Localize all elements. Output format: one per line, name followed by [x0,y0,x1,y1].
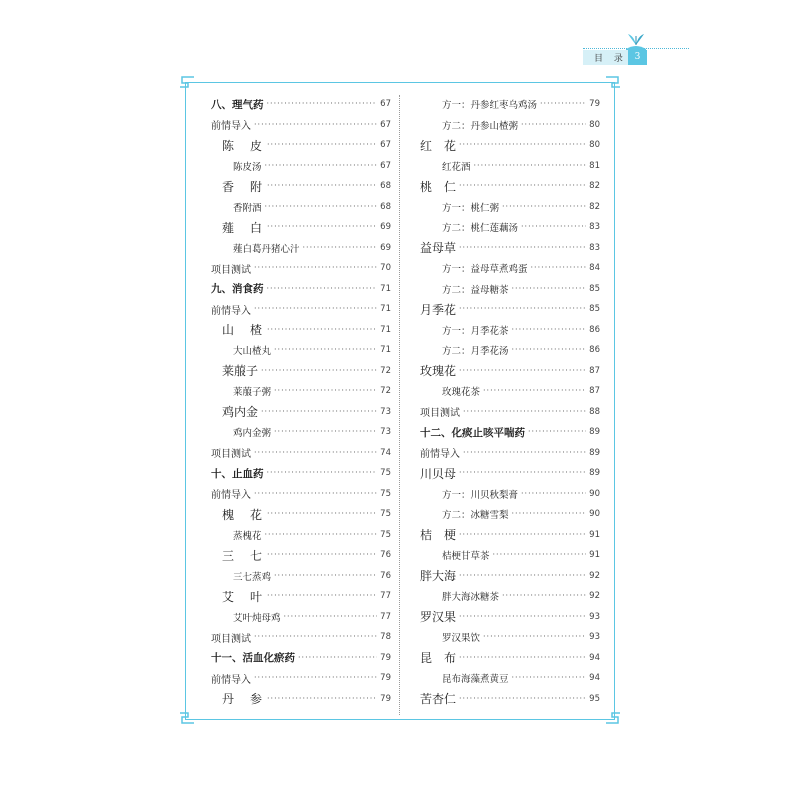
dot-leader [502,203,586,211]
toc-entry-page: 79 [380,673,391,684]
toc-entry-page: 79 [380,693,391,704]
dot-leader [521,121,586,129]
toc-entry-page: 67 [380,99,391,110]
toc-entry-page: 70 [380,263,391,274]
toc-entry-page: 76 [380,570,391,581]
toc-entry-page: 82 [589,181,600,192]
toc-entry-page: 88 [589,406,600,417]
toc-entry-title: 三 七 [222,548,265,563]
dot-leader [459,654,586,662]
dot-leader [254,633,377,641]
toc-entry[interactable] [211,197,391,218]
toc-entry-page: 67 [380,160,391,171]
toc-entry-page: 67 [380,119,391,130]
corner-ornament-icon [178,75,196,93]
toc-entry-page: 89 [589,447,600,458]
toc-entry-title: 十、止血药 [211,467,264,480]
toc-entry[interactable] [211,176,391,197]
dot-leader [274,572,377,580]
toc-entry[interactable] [420,463,600,484]
toc-entry[interactable] [211,381,391,402]
toc-entry-page: 81 [589,160,600,171]
toc-entry[interactable] [211,566,391,587]
toc-entry-title: 玫瑰花 [420,364,457,379]
toc-entry[interactable] [420,340,600,361]
toc-entry-page: 69 [380,242,391,253]
toc-entry-page: 93 [589,632,600,643]
toc-entry-page: 82 [589,201,600,212]
toc-entry-page: 77 [380,611,391,622]
dot-leader [267,285,378,293]
dot-leader [474,162,587,170]
toc-entry[interactable] [420,115,600,136]
dot-leader [528,428,586,436]
toc-entry-page: 73 [380,427,391,438]
toc-entry-page: 75 [380,488,391,499]
toc-entry-page: 92 [589,591,600,602]
toc-entry[interactable] [420,156,600,177]
toc-entry-title: 红花酒 [442,161,471,173]
toc-entry-title: 香附酒 [233,202,262,214]
toc-entry-page: 94 [589,652,600,663]
toc-entry[interactable] [420,648,600,669]
toc-entry[interactable] [211,607,391,628]
toc-entry-title: 方一：月季花茶 [442,325,509,337]
toc-entry[interactable] [420,566,600,587]
toc-entry-page: 75 [380,468,391,479]
toc-entry-page: 91 [589,529,600,540]
toc-entry[interactable] [211,422,391,443]
toc-entry-page: 77 [380,591,391,602]
toc-entry[interactable] [420,402,600,423]
dot-leader [267,469,378,477]
toc-entry[interactable] [420,443,600,464]
toc-entry-title: 益母草 [420,241,457,256]
toc-column-right [420,94,600,709]
toc-entry[interactable] [420,607,600,628]
toc-entry[interactable] [420,361,600,382]
toc-entry-page: 71 [380,283,391,294]
toc-entry-title: 蒸槐花 [233,530,262,542]
toc-entry-title: 方一：川贝秋梨膏 [442,489,519,501]
dot-leader [303,244,378,252]
dot-leader [459,695,586,703]
toc-entry[interactable] [211,238,391,259]
toc-entry-title: 前情导入 [420,449,460,461]
toc-entry-title: 方一：益母草煮鸡蛋 [442,264,528,276]
toc-entry-title: 月季花 [420,302,457,317]
toc-entry[interactable] [420,627,600,648]
dot-leader [267,141,377,149]
toc-entry-title: 桔梗甘草茶 [442,551,490,563]
dot-leader [267,510,377,518]
toc-entry[interactable] [211,156,391,177]
toc-entry-page: 93 [589,611,600,622]
toc-entry-title: 方一：丹参红枣乌鸡汤 [442,100,538,112]
toc-entry[interactable] [420,135,600,156]
toc-entry-page: 76 [380,550,391,561]
page-number: 3 [628,50,647,65]
toc-entry-title: 薤白葛丹猪心汁 [233,243,300,255]
toc-entry-page: 90 [589,488,600,499]
toc-entry[interactable] [420,422,600,443]
toc-entry[interactable] [211,320,391,341]
toc-entry-page: 75 [380,509,391,520]
toc-entry-page: 80 [589,140,600,151]
dot-leader [459,182,586,190]
toc-entry-title: 八、理气药 [211,98,264,111]
toc-entry-page: 87 [589,386,600,397]
toc-entry-title: 方二：月季花汤 [442,346,509,358]
toc-entry-title: 大山楂丸 [233,346,272,358]
toc-entry[interactable] [211,463,391,484]
toc-entry-page: 83 [589,222,600,233]
toc-entry-page: 79 [589,99,600,110]
toc-entry[interactable] [420,299,600,320]
toc-entry-title: 艾 叶 [222,589,265,604]
toc-entry-title: 三七蒸鸡 [233,571,272,583]
dot-leader [261,367,377,375]
dot-leader [254,490,377,498]
toc-entry-page: 83 [589,242,600,253]
dot-leader [459,572,586,580]
dot-leader [512,510,587,518]
toc-entry-title: 方一：桃仁粥 [442,202,500,214]
dot-leader [521,223,586,231]
dot-leader [459,531,586,539]
toc-entry-title: 莱菔子粥 [233,387,272,399]
toc-entry-title: 山 楂 [222,323,265,338]
dot-leader [274,346,377,354]
toc-entry-page: 87 [589,365,600,376]
toc-entry-page: 86 [589,345,600,356]
toc-entry-title: 项目测试 [420,408,460,420]
dot-leader [267,326,377,334]
toc-entry-title: 陈皮汤 [233,161,262,173]
toc-entry-page: 78 [380,632,391,643]
toc-entry-title: 香 附 [222,179,265,194]
toc-entry-page: 75 [380,529,391,540]
toc-entry-title: 项目测试 [211,633,251,645]
dot-leader [254,305,377,313]
toc-entry-page: 89 [589,427,600,438]
toc-entry[interactable] [211,545,391,566]
toc-entry[interactable] [211,504,391,525]
toc-entry-page: 69 [380,222,391,233]
toc-entry-title: 九、消食药 [211,283,264,296]
toc-entry[interactable] [211,402,391,423]
toc-entry-page: 84 [589,263,600,274]
toc-entry-page: 74 [380,447,391,458]
toc-entry[interactable] [420,197,600,218]
toc-column-left [211,94,391,709]
toc-entry-title: 项目测试 [211,264,251,276]
dot-leader [512,326,587,334]
toc-entry[interactable] [211,668,391,689]
toc-entry-page: 67 [380,140,391,151]
toc-entry-page: 86 [589,324,600,335]
toc-entry[interactable] [420,258,600,279]
dot-leader [267,182,377,190]
dot-leader [512,346,587,354]
dot-leader [463,408,586,416]
toc-entry-page: 72 [380,386,391,397]
toc-entry-title: 桔 梗 [420,528,457,543]
dot-leader [531,264,587,272]
dot-leader [254,121,377,129]
toc-entry[interactable] [211,299,391,320]
toc-entry-title: 罗汉果 [420,610,457,625]
toc-entry-title: 前情导入 [211,490,251,502]
toc-entry[interactable] [420,176,600,197]
toc-entry[interactable] [211,115,391,136]
toc-entry-page: 71 [380,324,391,335]
dot-leader [459,244,586,252]
toc-entry-title: 丹 参 [222,692,265,707]
toc-entry-page: 72 [380,365,391,376]
toc-entry[interactable] [420,279,600,300]
dot-leader [274,387,377,395]
column-divider [399,95,400,715]
toc-entry[interactable] [420,217,600,238]
toc-entry[interactable] [420,545,600,566]
toc-entry-title: 项目测试 [211,449,251,461]
dot-leader [267,695,377,703]
toc-entry[interactable] [420,668,600,689]
toc-entry[interactable] [211,484,391,505]
toc-entry[interactable] [211,648,391,669]
dot-leader [483,633,586,641]
toc-entry-title: 鸡内金粥 [233,428,272,440]
dot-leader [254,264,377,272]
toc-entry[interactable] [420,320,600,341]
toc-entry-page: 80 [589,119,600,130]
dot-leader [265,203,378,211]
toc-entry-title: 昆布海藻煮黄豆 [442,674,509,686]
dot-leader [267,592,377,600]
toc-entry-page: 68 [380,181,391,192]
toc-entry[interactable] [211,361,391,382]
toc-entry[interactable] [420,689,600,710]
toc-entry[interactable] [420,504,600,525]
toc-entry[interactable] [211,340,391,361]
toc-entry-title: 昆 布 [420,651,457,666]
corner-ornament-icon [604,75,622,93]
dot-leader [298,654,377,662]
toc-entry-page: 91 [589,550,600,561]
toc-entry[interactable] [211,135,391,156]
toc-entry-title: 前情导入 [211,121,251,133]
toc-entry-page: 71 [380,304,391,315]
toc-entry-title: 方二：冰糖雪梨 [442,510,509,522]
toc-entry[interactable] [420,238,600,259]
toc-entry[interactable] [420,484,600,505]
dot-leader [265,531,378,539]
toc-entry[interactable] [211,217,391,238]
dot-leader [459,469,586,477]
toc-entry-title: 苦杏仁 [420,692,457,707]
toc-entry-page: 92 [589,570,600,581]
dot-leader [459,305,586,313]
toc-entry[interactable] [420,525,600,546]
toc-entry-page: 94 [589,673,600,684]
toc-entry[interactable] [420,586,600,607]
dot-leader [267,551,377,559]
dot-leader [540,100,586,108]
toc-entry[interactable] [211,443,391,464]
toc-entry-page: 89 [589,468,600,479]
toc-entry-title: 红 花 [420,138,457,153]
toc-entry-title: 川贝母 [420,466,457,481]
toc-entry-title: 鸡内金 [222,405,259,420]
dot-leader [267,100,378,108]
toc-entry[interactable] [211,258,391,279]
toc-entry-page: 85 [589,283,600,294]
dot-leader [459,613,586,621]
dot-leader [261,408,377,416]
toc-entry[interactable] [211,279,391,300]
toc-entry-title: 莱菔子 [222,364,259,379]
dot-leader [254,449,377,457]
dot-leader [265,162,378,170]
dot-leader [502,592,586,600]
toc-entry[interactable] [420,94,600,115]
toc-entry-title: 薤 白 [222,220,265,235]
toc-entry-title: 方二：桃仁莲藕汤 [442,223,519,235]
toc-entry-page: 73 [380,406,391,417]
toc-entry-title: 槐 花 [222,507,265,522]
toc-entry-title: 十一、活血化瘀药 [211,652,295,665]
toc-entry[interactable] [211,586,391,607]
toc-entry-page: 95 [589,693,600,704]
toc-entry[interactable] [211,689,391,710]
toc-entry[interactable] [211,94,391,115]
dot-leader [483,387,586,395]
book-leaf-icon [624,33,648,51]
dot-leader [459,141,586,149]
toc-entry-title: 桃 仁 [420,179,457,194]
toc-entry-title: 胖大海冰糖茶 [442,592,500,604]
dot-leader [267,223,377,231]
dot-leader [521,490,586,498]
toc-entry-page: 79 [380,652,391,663]
toc-entry-page: 90 [589,509,600,520]
toc-entry-page: 68 [380,201,391,212]
toc-entry-title: 前情导入 [211,305,251,317]
dot-leader [274,428,377,436]
toc-entry-title: 玫瑰花茶 [442,387,481,399]
toc-entry-title: 十二、化痰止咳平喘药 [420,426,525,439]
toc-entry-title: 罗汉果饮 [442,633,481,645]
toc-entry-title: 方二：丹参山楂粥 [442,120,519,132]
toc-entry-page: 85 [589,304,600,315]
dot-leader [284,613,378,621]
dot-leader [254,674,377,682]
dot-leader [459,367,586,375]
dot-leader [512,285,587,293]
dot-leader [493,551,587,559]
toc-entry-title: 艾叶炖母鸡 [233,612,281,624]
toc-entry-title: 方二：益母糖茶 [442,284,509,296]
corner-ornament-icon [178,707,196,725]
toc-entry-title: 陈 皮 [222,138,265,153]
toc-entry[interactable] [420,381,600,402]
dot-leader [463,449,586,457]
corner-ornament-icon [604,707,622,725]
toc-entry-page: 71 [380,345,391,356]
toc-entry-title: 胖大海 [420,569,457,584]
dot-leader [512,674,587,682]
toc-entry[interactable] [211,525,391,546]
toc-entry[interactable] [211,627,391,648]
header-title: 目 录 [594,54,627,64]
toc-entry-title: 前情导入 [211,674,251,686]
